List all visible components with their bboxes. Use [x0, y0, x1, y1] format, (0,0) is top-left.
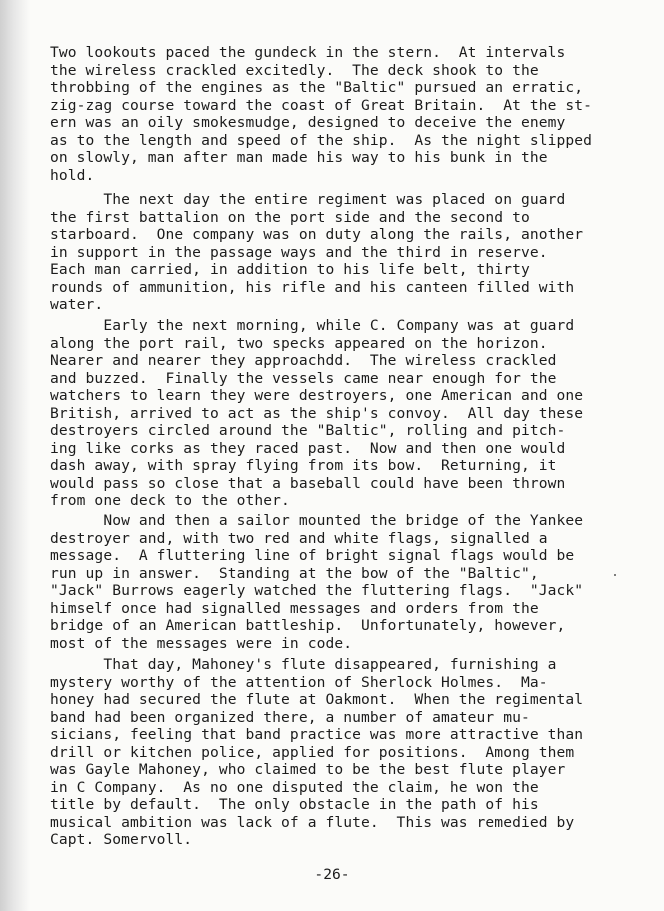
paragraph-mahoney-flute: That day, Mahoney's flute disappeared, furnishing a mystery worthy of the attention of Sherlock Holmes. Ma- honey had secured the flute at Oakmont. When the regimental band had been organized there, a number of amateur mu- sicians, feeling that band practice was more attractive than drill or kitchen police, applied for positions. Among them was Gayle Mahoney, who claimed to be the best flute player in C Company. As no one disputed the claim, he won the title by default. The only obstacle in the path of his musical ambition was lack of a flute. This was remedied by Capt. Somervoll.: [50, 656, 584, 848]
paragraph-lookouts: Two lookouts paced the gundeck in the stern. At intervals the wireless crackled excitedly. The deck shook to the throbbing of the engines as the "Baltic" pursued an erratic, zig-zag course toward the coast of Great Britain. At the st- ern was an oily smokesmudge, designed to deceive the enemy as to the length and speed of the ship. As the night slipped on slowly, man after man made his way to his bunk in the hold.: [50, 44, 593, 184]
paper-speck: [614, 574, 616, 576]
paragraph-regiment-guard: The next day the entire regiment was placed on guard the first battalion on the port side and the second to starboard. One company was on duty along the rails, another in support in the passage ways and the third in reserve. Each man carried, in addition to his life belt, thirty rounds of ammunition, his rifle and his canteen filled with water.: [50, 191, 584, 313]
page-number: -26-: [314, 866, 350, 883]
paragraph-destroyers-convoy: Early the next morning, while C. Company was at guard along the port rail, two specks appeared on the horizon. Nearer and nearer they approachdd. The wireless crackled and buzzed. Finally the vessels came near enough for the watchers to learn they were destroyers, one American and one British, arrived to act as the ship's convoy. All day these destroyers circled around the "Baltic", rolling and pitch- ing like corks as they raced past. Now and then one would dash away, with spray flying from its bow. Returning, it would pass so close that a baseball could have been thrown from one deck to the other.: [50, 317, 584, 509]
binding-edge-shadow: [0, 0, 30, 911]
paragraph-signal-flags: Now and then a sailor mounted the bridge of the Yankee destroyer and, with two red and white flags, signalled a message. A fluttering line of bright signal flags would be run up in answer. Standing at the bow of the "Baltic", "Jack" Burrows eagerly watched the fluttering flags. "Jack" himself once had signalled messages and orders from the bridge of an American battleship. Unfortunately, however, most of the messages were in code.: [50, 512, 584, 652]
